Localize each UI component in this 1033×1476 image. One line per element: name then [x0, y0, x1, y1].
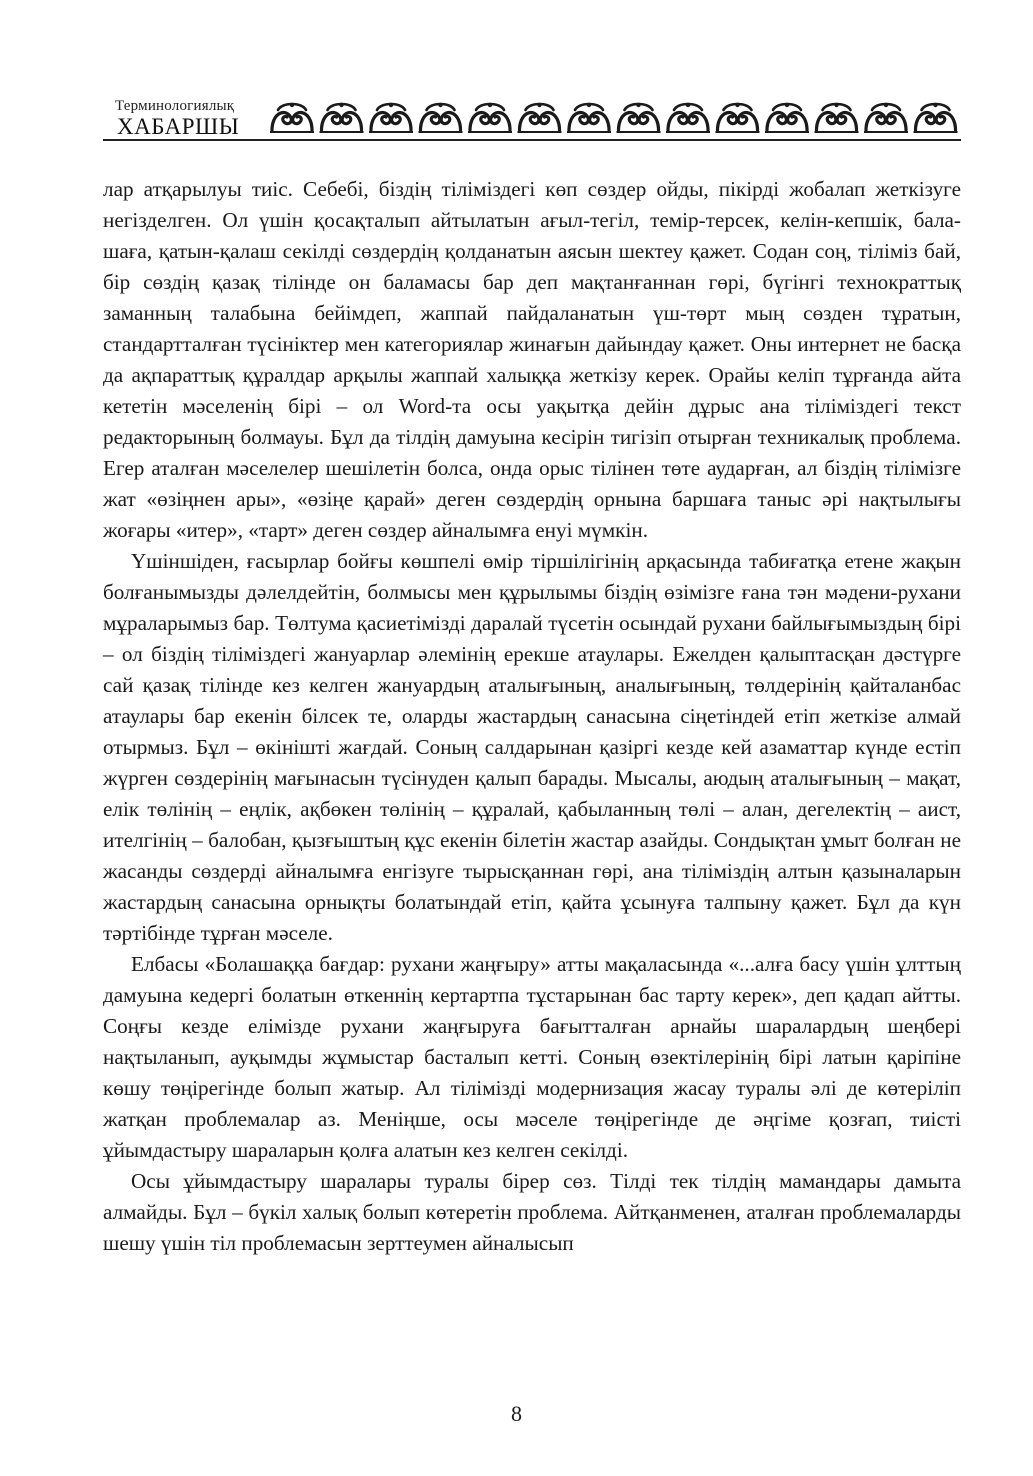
header-divider: [103, 139, 961, 141]
paragraph-1: лар атқарылуы тиіс. Себебі, біздің тіліміздегі көп сөздер ойды, пікірді жобалап жеткізуге негізделген. Ол үшін қосақталып айтылатын ағыл-тегіл, темір-терсек, келін-кепшік, бала-шаға, қатын-қалаш секілді сөздердің қолданатын аясын шектеу қажет. Содан соң, тіліміз бай, бір сөздің қазақ тілінде он баламасы бар деп мақтанғаннан гөрі, бүгінгі технократтық заманның талабына бейімдеп, жаппай пайдаланатын үш-төрт мың сөзден тұратын, стандартталған түсініктер мен категориялар жинағын дайындау қажет. Оны интернет не басқа да ақпараттық құралдар арқылы жаппай халыққа жеткізу керек. Орайы келіп тұрғанда айта кететін мәселенің бірі – ол Word-та осы уақытқа дейін дұрыс ана тіліміздегі текст редакторының болмауы. Бұл да тілдің дамуына кесірін тигізіп отырған техникалық проблема. Егер аталған мәселелер шешілетін болса, онда орыс тілінен төте аударған, ал біздің тілімізге жат «өзіңнен ары», «өзіңе қарай» деген сөздердің орнына баршаға таныс әрі нақтылығы жоғары «итер», «тарт» деген сөздер айналымға енуі мүмкін.: [103, 177, 961, 542]
kazakh-ornament-border-icon: [268, 100, 961, 136]
journal-title-main: ХАБАРШЫ: [117, 114, 240, 139]
paragraph-3: Елбасы «Болашаққа бағдар: рухани жаңғыру» атты мақаласында «...алға басу үшін ұлттың дамуына кедергі болатын өткеннің кертартпа тұстарынан бас тарту керек», деп қадап айтты. Соңғы кезде елімізде рухани жаңғыруға бағытталған арнайы шаралардың шеңбері нақтыланып, ауқымды жұмыстар басталып кетті. Соның өзектілерінің бірі латын қаріпіне көшу төңірегінде болып жатыр. Ал тілімізді модернизация жасау туралы әлі де көтеріліп жатқан проблемалар аз. Меніңше, осы мәселе төңірегінде де әңгіме қозғап, тиісті ұйымдастыру шараларын қолға алатын кез келген секілді.: [103, 952, 961, 1162]
article-body: [103, 174, 961, 1259]
paragraph-2: Үшіншіден, ғасырлар бойғы көшпелі өмір тіршілігінің арқасында табиғатқа етене жақын болғанымызды дәлелдейтін, болмысы мен құрылымы біздің өзімізге ғана тән мәдени-рухани мұраларымыз бар. Төлтума қасиетімізді даралай түсетін осындай рухани байлығымыздың бірі – ол біздің тіліміздегі жануарлар әлемінің ерекше атаулары. Ежелден қалыптасқан дәстүрге сай қазақ тілінде кез келген жануардың аталығының, аналығының, төлдерінің қайталанбас атаулары бар екенін білсек те, оларды жастардың санасына сіңетіндей етіп жеткізе алмай отырмыз. Бұл – өкінішті жағдай. Соның салдарынан қазіргі кезде кей азаматтар күнде естіп жүрген сөздерінің мағынасын түсінуден қалып барады. Мысалы, аюдың аталығының – мақат, елік төлінің – еңлік, ақбөкен төлінің – құралай, қабыланның төлі – алан, дегелектің – аист, ителгінің – балобан, қызғыштың құс екенін білетін жастар азайды. Сондықтан ұмыт болған не жасанды сөздерді айналымға енгізуге тырысқаннан гөрі, ана тіліміздің алтын қазыналарын жастардың санасына орнықты болатындай етіп, қайта ұсынуға талпыну қажет. Бұл да күн тәртібінде тұрған мәселе.: [103, 549, 961, 945]
paragraph-4: Осы ұйымдастыру шаралары туралы бірер сөз. Тілді тек тілдің мамандары дамыта алмайды. Бұл – бүкіл халық болып көтеретін проблема. Айтқанменен, аталған проблемаларды шешу үшін тіл проблемасын зерттеумен айналысып: [103, 1169, 961, 1255]
journal-title-top: Терминологиялық: [115, 98, 235, 114]
page-number: 8: [511, 1401, 522, 1426]
page-header: [103, 98, 961, 142]
